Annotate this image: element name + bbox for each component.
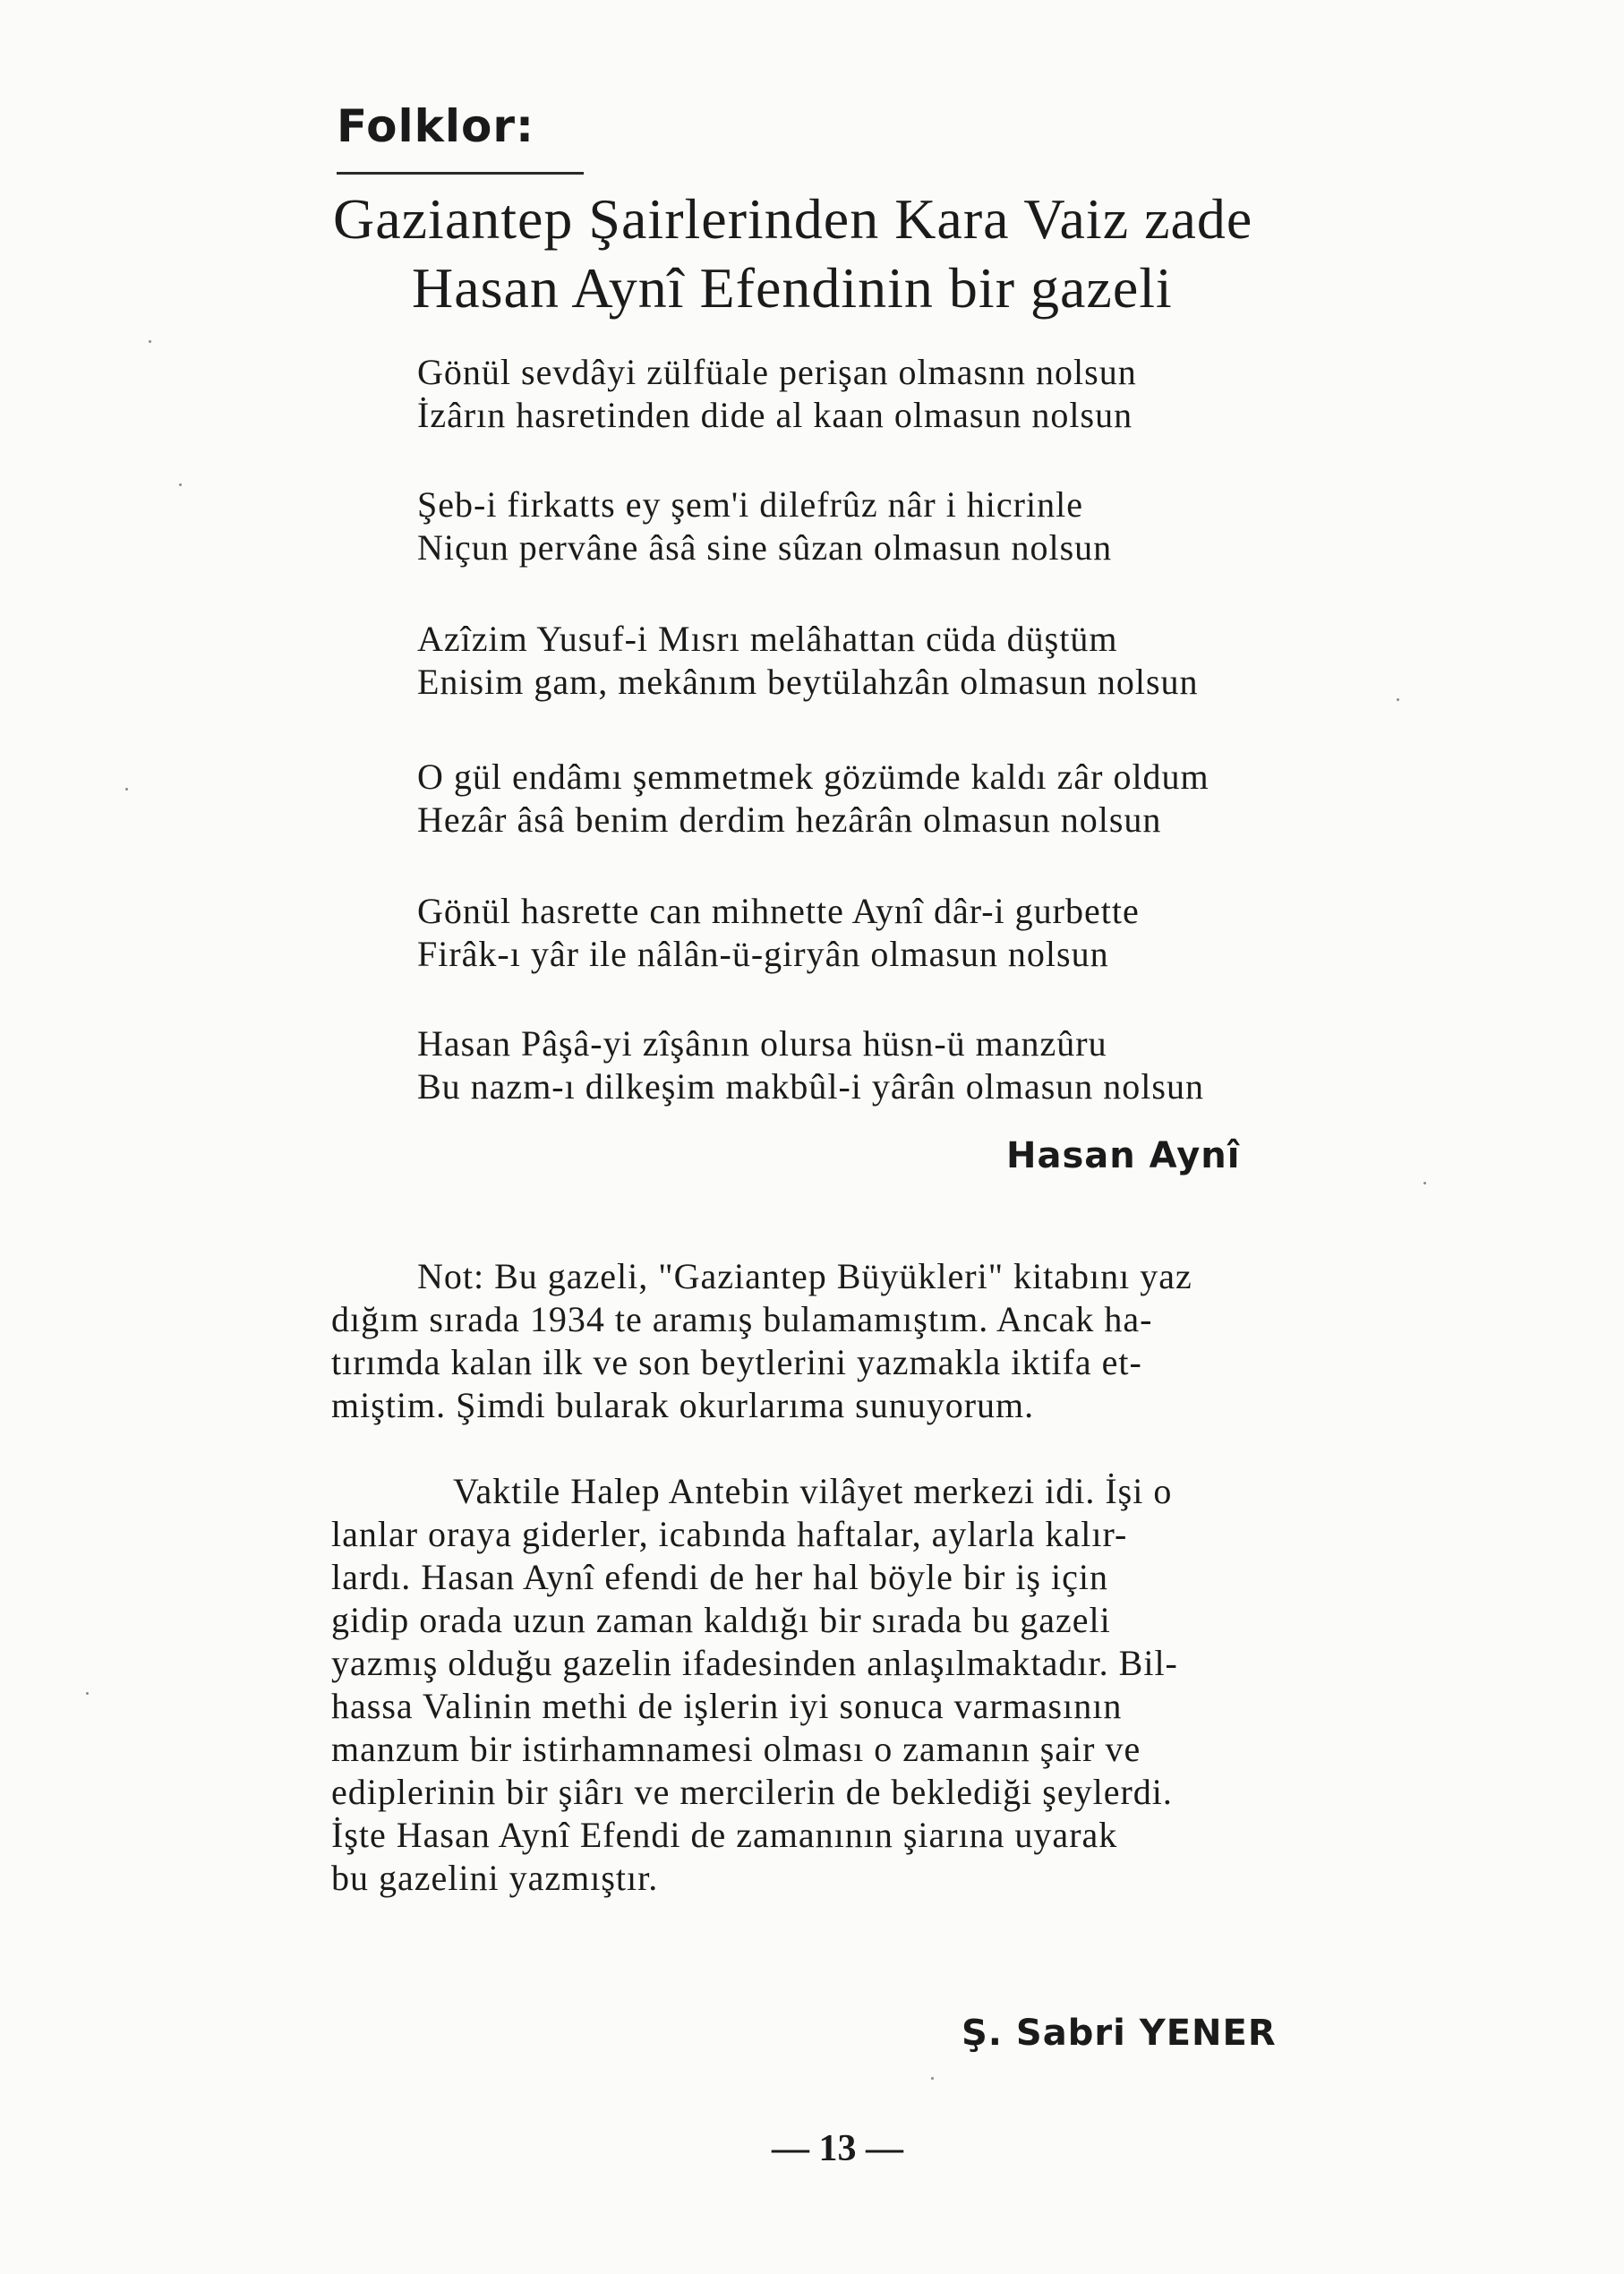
body-line: Vaktile Halep Antebin vilâyet merkezi idi. İşi o: [453, 1471, 1173, 1511]
verse-line: Gönül sevdâyi zülfüale perişan olmasnn nolsun: [417, 352, 1137, 392]
scan-speck: [1423, 1182, 1426, 1184]
verse-line: Hezâr âsâ benim derdim hezârân olmasun nolsun: [417, 799, 1162, 840]
note-line: Not: Bu gazeli, "Gaziantep Büyükleri" kitabını yaz: [417, 1256, 1192, 1296]
page-number: — 13 —: [772, 2128, 903, 2169]
verse-line: Firâk-ı yâr ile nâlân-ü-giryân olmasun nolsun: [417, 934, 1109, 974]
note-line: tırımda kalan ilk ve son beytlerini yazmakla iktifa et-: [331, 1342, 1142, 1382]
verse-line: Bu nazm-ı dilkeşim makbûl-i yârân olmasun nolsun: [417, 1066, 1204, 1107]
body-line: lardı. Hasan Aynî efendi de her hal böyle bir iş için: [331, 1557, 1108, 1597]
verse-line: Niçun pervâne âsâ sine sûzan olmasun nolsun: [417, 527, 1113, 568]
body-line: yazmış olduğu gazelin ifadesinden anlaşılmaktadır. Bil-: [331, 1643, 1178, 1683]
verse-line: O gül endâmı şemmetmek gözümde kaldı zâr oldum: [417, 757, 1209, 797]
body-line: gidip orada uzun zaman kaldığı bir sırada bu gazeli: [331, 1600, 1111, 1640]
note-paragraph: [331, 1255, 1388, 1427]
article-title-line-2: Hasan Aynî Efendinin bir gazeli: [412, 256, 1173, 320]
couplet-2: [417, 483, 1402, 569]
couplet-6: [417, 1022, 1402, 1108]
scan-speck: [86, 1692, 89, 1695]
verse-line: Şeb-i firkatts ey şem'i dilefrûz nâr i hicrinle: [417, 484, 1083, 525]
poem-author: Hasan Aynî: [1006, 1135, 1241, 1176]
verse-line: İzârın hasretinden dide al kaan olmasun nolsun: [417, 395, 1133, 435]
article-title-line-1: Gaziantep Şairlerinden Kara Vaiz zade: [333, 187, 1253, 251]
note-line: miştim. Şimdi bularak okurlarıma sunuyorum.: [331, 1385, 1035, 1425]
scan-speck: [931, 2077, 934, 2080]
writer-signature: Ş. Sabri YENER: [962, 2013, 1277, 2054]
body-line: lanlar oraya giderler, icabında haftalar, aylarla kalır-: [331, 1514, 1128, 1554]
verse-line: Azîzim Yusuf-i Mısrı melâhattan cüda düştüm: [417, 619, 1118, 659]
body-line: hassa Valinin methi de işlerin iyi sonuca varmasının: [331, 1686, 1123, 1726]
section-label: Folklor:: [337, 100, 535, 152]
body-line: manzum bir istirhamnamesi olması o zamanın şair ve: [331, 1729, 1141, 1769]
verse-line: Hasan Pâşâ-yi zîşânın olursa hüsn-ü manzûru: [417, 1023, 1107, 1064]
verse-line: Enisim gam, mekânım beytülahzân olmasun nolsun: [417, 662, 1199, 702]
body-line: ediplerinin bir şiârı ve mercilerin de beklediği şeylerdi.: [331, 1772, 1173, 1812]
body-line: İşte Hasan Aynî Efendi de zamanının şiarına uyarak: [331, 1815, 1118, 1855]
scan-speck: [1397, 698, 1399, 701]
scan-speck: [125, 788, 128, 791]
body-line: bu gazelini yazmıştır.: [331, 1858, 659, 1898]
section-underline: [337, 172, 584, 175]
couplet-4: [417, 756, 1402, 842]
couplet-5: [417, 890, 1402, 976]
scan-speck: [179, 483, 182, 486]
body-paragraph: [331, 1470, 1388, 1900]
couplet-1: [417, 351, 1402, 437]
verse-line: Gönül hasrette can mihnette Aynî dâr-i gurbette: [417, 891, 1140, 931]
note-line: dığım sırada 1934 te aramış bulamamıştım. Ancak ha-: [331, 1299, 1153, 1339]
scan-speck: [149, 340, 151, 343]
couplet-3: [417, 618, 1402, 704]
